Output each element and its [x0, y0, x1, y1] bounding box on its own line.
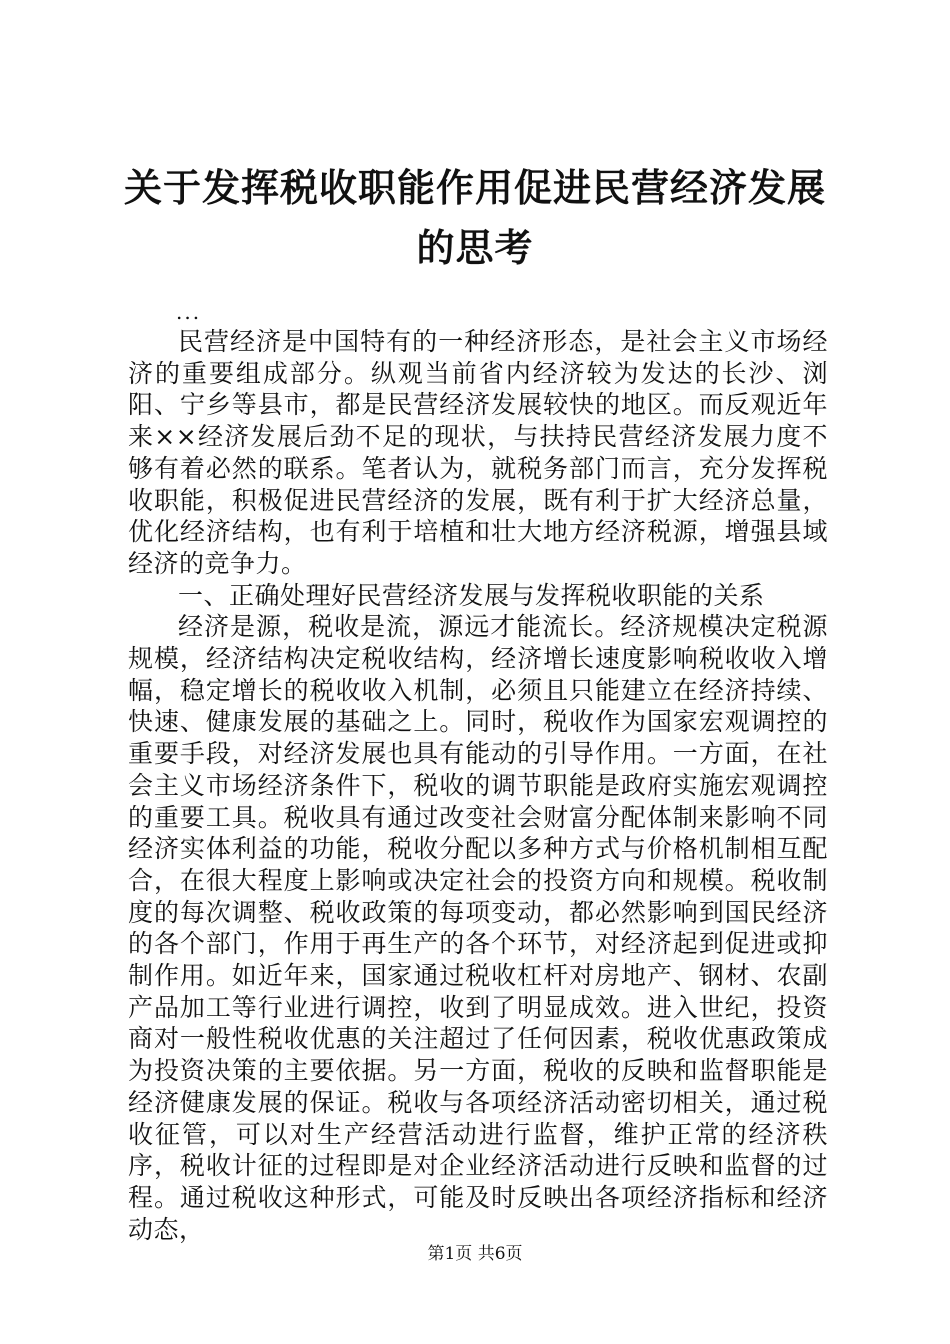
paragraph-intro: 民营经济是中国特有的一种经济形态，是社会主义市场经济的重要组成部分。纵观当前省内经济较为发达的长沙、浏阳、宁乡等县市，都是民营经济发展较快的地区。而反观近年来××经济发展后劲不足的现状，与扶持民营经济发展力度不够有着必然的联系。笔者认为，就税务部门而言，充分发挥税收职能，积极促进民营经济的发展，既有利于扩大经济总量，优化经济结构，也有利于培植和壮大地方经济税源，增强县域经济的竞争力。: [128, 327, 828, 578]
page-number-footer: 第1页 共6页: [427, 1244, 523, 1264]
document-body: [128, 326, 828, 1245]
document-title: 关于发挥税收职能作用促进民营经济发展的思考: [123, 165, 826, 270]
section-heading-1: 一、正确处理好民营经济发展与发挥税收职能的关系: [178, 580, 765, 610]
ellipsis-marker: ...: [176, 300, 202, 324]
paragraph-section-1: 经济是源，税收是流，源远才能流长。经济规模决定税源规模，经济结构决定税收结构，经济增长速度影响税收收入增幅，稳定增长的税收收入机制，必须且只能建立在经济持续、快速、健康发展的基础之上。同时，税收作为国家宏观调控的重要手段，对经济发展也具有能动的引导作用。一方面，在社会主义市场经济条件下，税收的调节职能是政府实施宏观调控的重要工具。税收具有通过改变社会财富分配体制来影响不同经济实体利益的功能，税收分配以多种方式与价格机制相互配合，在很大程度上影响或决定社会的投资方向和规模。税收制度的每次调整、税收政策的每项变动，都必然影响到国民经济的各个部门，作用于再生产的各个环节，对经济起到促进或抑制作用。如近年来，国家通过税收杠杆对房地产、钢材、农副产品加工等行业进行调控，收到了明显成效。进入世纪，投资商对一般性税收优惠的关注超过了任何因素，税收优惠政策成为投资决策的主要依据。另一方面，税收的反映和监督职能是经济健康发展的保证。税收与各项经济活动密切相关，通过税收征管，可以对生产经营活动进行监督，维护正常的经济秩序，税收计征的过程即是对企业经济活动进行反映和监督的过程。通过税收这种形式，可能及时反映出各项经济指标和经济动态，: [128, 612, 828, 1244]
